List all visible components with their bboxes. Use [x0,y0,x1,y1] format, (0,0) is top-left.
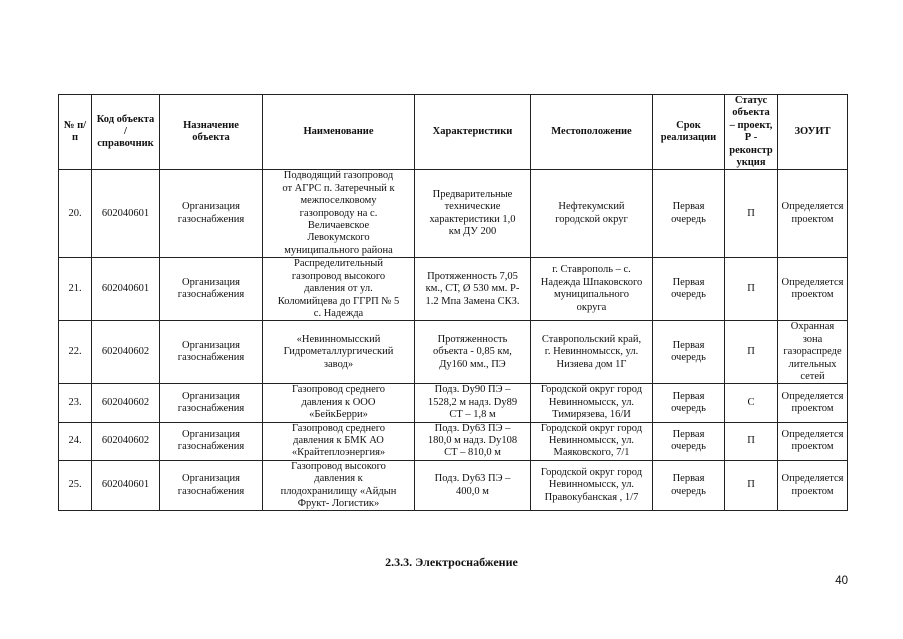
object-purpose: Организация газоснабжения [160,422,263,460]
object-characteristics: Протяженность 7,05 км., СТ, Ø 530 мм. Р- 1.2 Мпа Замена СКЗ. [415,258,531,321]
object-characteristics: Подз. Dy90 ПЭ – 1528,2 м надз. Dy89 СТ – 1,8 м [415,384,531,422]
table-row [59,258,848,321]
object-name: Распределительный газопровод высокого давления от ул. Коломийцева до ГГРП № 5 с. Надежда [263,258,415,321]
object-status: П [725,422,778,460]
header-name: Наименование [263,95,415,170]
object-location: Городской округ город Невинномысск, ул. Правокубанская , 1/7 [531,460,653,511]
object-status: П [725,170,778,258]
object-zouit: Определяется проектом [778,258,848,321]
table-row [59,321,848,384]
object-zouit: Определяется проектом [778,384,848,422]
object-code: 602040601 [92,170,160,258]
object-purpose: Организация газоснабжения [160,258,263,321]
header-status: Статус объекта – проект, Р - реконстр укция [725,95,778,170]
implementation-term: Первая очередь [653,384,725,422]
object-location: Городской округ город Невинномысск, ул. Тимирязева, 16/И [531,384,653,422]
gas-supply-table [58,94,848,511]
object-status: П [725,460,778,511]
section-title: 2.3.3. Электроснабжение [385,555,518,569]
object-characteristics: Подз. Dy63 ПЭ – 180,0 м надз. Dy108 СТ – 810,0 м [415,422,531,460]
object-status: П [725,258,778,321]
object-code: 602040602 [92,422,160,460]
object-purpose: Организация газоснабжения [160,170,263,258]
object-zouit: Определяется проектом [778,422,848,460]
object-purpose: Организация газоснабжения [160,460,263,511]
implementation-term: Первая очередь [653,170,725,258]
object-purpose: Организация газоснабжения [160,321,263,384]
object-name: Газопровод среднего давления к ООО «БейкБерри» [263,384,415,422]
row-num: 22. [59,321,92,384]
implementation-term: Первая очередь [653,321,725,384]
implementation-term: Первая очередь [653,460,725,511]
object-purpose: Организация газоснабжения [160,384,263,422]
object-name: «Невинномысский Гидрометаллургический завод» [263,321,415,384]
object-zouit: Определяется проектом [778,460,848,511]
row-num: 24. [59,422,92,460]
row-num: 21. [59,258,92,321]
header-num: № п/п [59,95,92,170]
object-location: Ставропольский край, г. Невинномысск, ул. Низяева дом 1Г [531,321,653,384]
object-zouit: Определяется проектом [778,170,848,258]
table-header-row [59,95,848,170]
header-term: Срок реализации [653,95,725,170]
object-zouit: Охранная зона газораспреде лительных сетей [778,321,848,384]
object-characteristics: Подз. Dy63 ПЭ – 400,0 м [415,460,531,511]
header-code: Код объекта / справочник [92,95,160,170]
table-row [59,422,848,460]
object-location: Городской округ город Невинномысск, ул. Маяковского, 7/1 [531,422,653,460]
object-status: С [725,384,778,422]
row-num: 20. [59,170,92,258]
object-characteristics: Протяженность объекта - 0,85 км, Ду160 мм., ПЭ [415,321,531,384]
header-location: Местоположение [531,95,653,170]
implementation-term: Первая очередь [653,258,725,321]
object-code: 602040602 [92,384,160,422]
object-code: 602040602 [92,321,160,384]
table-row [59,384,848,422]
table-row [59,460,848,511]
object-code: 602040601 [92,258,160,321]
object-code: 602040601 [92,460,160,511]
table-row [59,170,848,258]
row-num: 23. [59,384,92,422]
header-zouit: ЗОУИТ [778,95,848,170]
object-location: Нефтекумский городской округ [531,170,653,258]
row-num: 25. [59,460,92,511]
object-name: Подводящий газопровод от АГРС п. Затеречный к межпоселковому газопроводу на с. Величаевское Левокумского муниципального района [263,170,415,258]
implementation-term: Первая очередь [653,422,725,460]
object-location: г. Ставрополь – с. Надежда Шпаковского муниципального округа [531,258,653,321]
object-characteristics: Предварительные технические характеристики 1,0 км ДУ 200 [415,170,531,258]
header-purpose: Назначение объекта [160,95,263,170]
header-characteristics: Характеристики [415,95,531,170]
object-status: П [725,321,778,384]
object-name: Газопровод среднего давления к БМК АО «Крайтеплоэнергия» [263,422,415,460]
page-number: 40 [835,575,848,587]
object-name: Газопровод высокого давления к плодохранилищу «Айдын Фрукт- Логистик» [263,460,415,511]
